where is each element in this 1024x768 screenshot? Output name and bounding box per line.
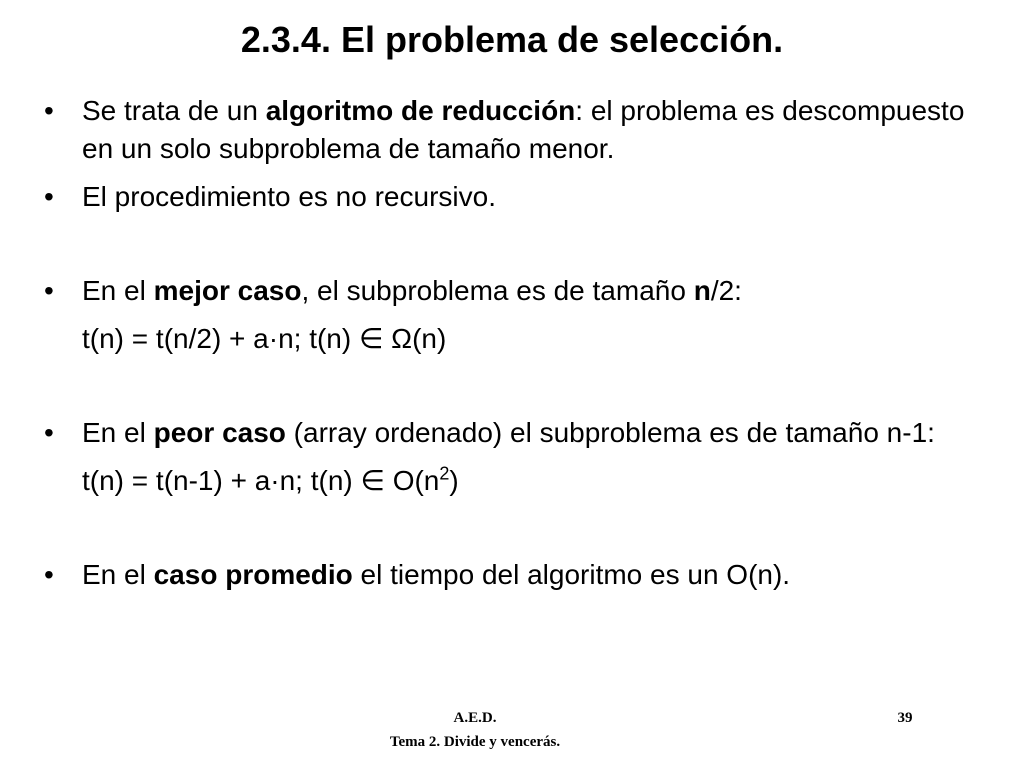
page-number: 39 [897,710,913,726]
footer-course: A.E.D. [453,710,497,726]
slide-content [44,92,974,594]
bullet-dot-icon: • [44,417,54,448]
formula-exponent: 2 [439,463,450,484]
bullet-dot-icon: • [44,275,54,306]
bullet-text-pre: En el [82,417,154,448]
bullet-text-bold: algoritmo de reducción [265,95,576,126]
bullet-algoritmo-reduccion [44,92,974,168]
bullet-text-pre: En el [82,275,154,306]
bullet-text-bold-n: n [693,275,711,306]
formula-pre: t(n) = t(n-1) + a·n; t(n) ∈ O(n [82,465,440,496]
slide-title: 2.3.4. El problema de selección. [240,19,784,60]
bullet-caso-promedio [44,556,974,594]
bullet-text-bold: mejor caso [153,275,302,306]
bullet-dot-icon: • [44,181,54,212]
bullet-dot-icon: • [44,95,54,126]
formula-peor-caso [44,462,974,500]
bullet-text-mid: , el subproblema es de tamaño [301,275,694,306]
bullet-text: El procedimiento es no recursivo. [82,181,496,212]
formula-post: ) [449,465,459,496]
bullet-mejor-caso [44,272,974,310]
bullet-text-pre: En el [82,559,154,590]
footer-topic: Tema 2. Divide y vencerás. [389,734,561,750]
bullet-text-pre: Se trata de un [82,95,266,126]
bullet-peor-caso [44,414,974,452]
bullet-text-post: (array ordenado) el subproblema es de tamaño n-1: [285,417,935,448]
bullet-dot-icon: • [44,559,54,590]
bullet-text-post: el tiempo del algoritmo es un O(n). [352,559,791,590]
formula-mejor-caso: t(n) = t(n/2) + a·n; t(n) ∈ Ω(n) [82,323,447,354]
bullet-no-recursivo [44,178,974,216]
bullet-text-post: /2: [710,275,742,306]
bullet-text-bold: caso promedio [153,559,353,590]
bullet-text-bold: peor caso [153,417,286,448]
bullet-text-post: : el problema es descompuesto en un solo subproblema de tamaño menor. [82,95,965,164]
